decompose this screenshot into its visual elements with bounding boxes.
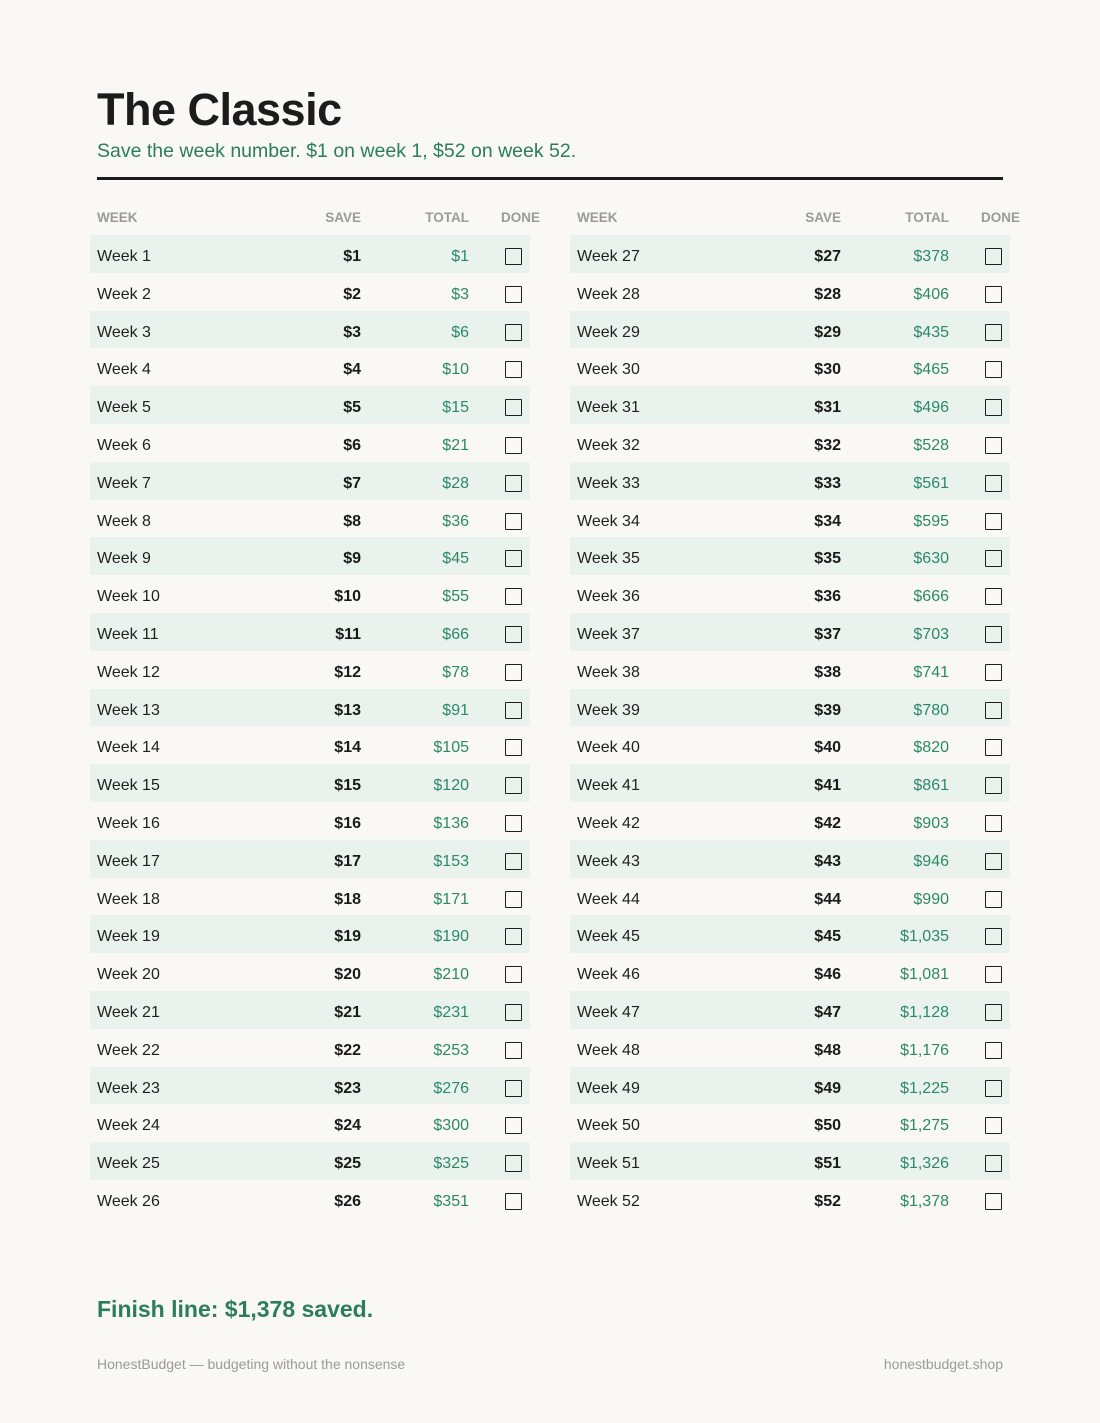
table-row — [90, 575, 530, 613]
column-header-save: SAVE — [325, 210, 361, 225]
week-cell: Week 37 — [577, 625, 640, 643]
done-checkbox[interactable] — [505, 1155, 522, 1172]
running-total-cell: $630 — [913, 550, 949, 568]
table-row — [90, 1180, 530, 1218]
week-cell: Week 48 — [577, 1041, 640, 1059]
save-amount-cell: $4 — [343, 361, 361, 379]
column-header-done: DONE — [981, 210, 1021, 225]
table-row — [570, 1067, 1010, 1105]
week-cell: Week 17 — [97, 852, 160, 870]
running-total-cell: $55 — [442, 588, 469, 606]
running-total-cell: $36 — [442, 512, 469, 530]
week-cell: Week 31 — [577, 399, 640, 417]
done-checkbox[interactable] — [505, 702, 522, 719]
done-checkbox[interactable] — [985, 777, 1002, 794]
save-amount-cell: $52 — [814, 1192, 841, 1210]
done-checkbox[interactable] — [505, 475, 522, 492]
table-row — [570, 840, 1010, 878]
table-row — [90, 348, 530, 386]
save-amount-cell: $5 — [343, 399, 361, 417]
done-checkbox[interactable] — [985, 1080, 1002, 1097]
save-amount-cell: $47 — [814, 1003, 841, 1021]
week-cell: Week 13 — [97, 701, 160, 719]
column-header-total: TOTAL — [905, 210, 949, 225]
done-checkbox[interactable] — [985, 626, 1002, 643]
save-amount-cell: $51 — [814, 1155, 841, 1173]
save-amount-cell: $41 — [814, 777, 841, 795]
done-checkbox[interactable] — [985, 1042, 1002, 1059]
week-cell: Week 20 — [97, 966, 160, 984]
save-amount-cell: $30 — [814, 361, 841, 379]
running-total-cell: $21 — [442, 436, 469, 454]
week-cell: Week 9 — [97, 550, 151, 568]
done-checkbox[interactable] — [505, 664, 522, 681]
running-total-cell: $276 — [433, 1079, 469, 1097]
table-row — [570, 1180, 1010, 1218]
save-amount-cell: $48 — [814, 1041, 841, 1059]
save-amount-cell: $39 — [814, 701, 841, 719]
running-total-cell: $666 — [913, 588, 949, 606]
table-row — [570, 462, 1010, 500]
done-checkbox[interactable] — [505, 739, 522, 756]
running-total-cell: $136 — [433, 814, 469, 832]
running-total-cell: $66 — [442, 625, 469, 643]
running-total-cell: $190 — [433, 928, 469, 946]
running-total-cell: $465 — [913, 361, 949, 379]
save-amount-cell: $10 — [334, 588, 361, 606]
done-checkbox[interactable] — [985, 1117, 1002, 1134]
week-cell: Week 26 — [97, 1192, 160, 1210]
running-total-cell: $28 — [442, 474, 469, 492]
done-checkbox[interactable] — [985, 928, 1002, 945]
save-amount-cell: $35 — [814, 550, 841, 568]
table-row — [570, 235, 1010, 273]
table-row — [90, 915, 530, 953]
week-cell: Week 29 — [577, 323, 640, 341]
week-cell: Week 44 — [577, 890, 640, 908]
table-row — [570, 1029, 1010, 1067]
done-checkbox[interactable] — [505, 248, 522, 265]
running-total-cell: $1,128 — [900, 1003, 949, 1021]
save-amount-cell: $8 — [343, 512, 361, 530]
table-row — [90, 1029, 530, 1067]
table-row — [90, 273, 530, 311]
table-row — [570, 953, 1010, 991]
running-total-cell: $595 — [913, 512, 949, 530]
week-cell: Week 28 — [577, 285, 640, 303]
done-checkbox[interactable] — [985, 853, 1002, 870]
table-row — [570, 878, 1010, 916]
done-checkbox[interactable] — [505, 1042, 522, 1059]
week-cell: Week 7 — [97, 474, 151, 492]
running-total-cell: $741 — [913, 663, 949, 681]
table-row — [570, 1142, 1010, 1180]
save-amount-cell: $37 — [814, 625, 841, 643]
running-total-cell: $820 — [913, 739, 949, 757]
table-row — [90, 1067, 530, 1105]
table-row — [570, 764, 1010, 802]
done-checkbox[interactable] — [985, 248, 1002, 265]
running-total-cell: $153 — [433, 852, 469, 870]
table-header — [570, 204, 1021, 235]
week-cell: Week 51 — [577, 1155, 640, 1173]
table-row — [90, 386, 530, 424]
running-total-cell: $15 — [442, 399, 469, 417]
done-checkbox[interactable] — [985, 399, 1002, 416]
save-amount-cell: $42 — [814, 814, 841, 832]
table-row — [570, 651, 1010, 689]
column-header-done: DONE — [501, 210, 541, 225]
running-total-cell: $946 — [913, 852, 949, 870]
week-cell: Week 40 — [577, 739, 640, 757]
save-amount-cell: $49 — [814, 1079, 841, 1097]
done-checkbox[interactable] — [505, 626, 522, 643]
table-row — [90, 878, 530, 916]
save-amount-cell: $36 — [814, 588, 841, 606]
save-amount-cell: $12 — [334, 663, 361, 681]
save-amount-cell: $26 — [334, 1192, 361, 1210]
done-checkbox[interactable] — [505, 588, 522, 605]
table-row — [90, 500, 530, 538]
week-cell: Week 18 — [97, 890, 160, 908]
table-row — [570, 689, 1010, 727]
savings-table-left — [90, 204, 541, 1218]
running-total-cell: $990 — [913, 890, 949, 908]
week-cell: Week 46 — [577, 966, 640, 984]
save-amount-cell: $44 — [814, 890, 841, 908]
save-amount-cell: $2 — [343, 285, 361, 303]
week-cell: Week 30 — [577, 361, 640, 379]
save-amount-cell: $40 — [814, 739, 841, 757]
done-checkbox[interactable] — [505, 1080, 522, 1097]
table-header — [90, 204, 541, 235]
save-amount-cell: $32 — [814, 436, 841, 454]
column-header-save: SAVE — [805, 210, 841, 225]
table-row — [90, 462, 530, 500]
save-amount-cell: $38 — [814, 663, 841, 681]
table-body — [570, 235, 1010, 1218]
table-row — [90, 424, 530, 462]
week-cell: Week 5 — [97, 399, 151, 417]
save-amount-cell: $27 — [814, 248, 841, 265]
done-checkbox[interactable] — [505, 777, 522, 794]
column-header-week: WEEK — [577, 210, 618, 225]
running-total-cell: $780 — [913, 701, 949, 719]
title-divider — [97, 177, 1003, 180]
week-cell: Week 10 — [97, 588, 160, 606]
week-cell: Week 4 — [97, 361, 151, 379]
done-checkbox[interactable] — [505, 361, 522, 378]
week-cell: Week 8 — [97, 512, 151, 530]
week-cell: Week 24 — [97, 1117, 160, 1135]
table-row — [570, 273, 1010, 311]
save-amount-cell: $29 — [814, 323, 841, 341]
done-checkbox[interactable] — [505, 324, 522, 341]
week-cell: Week 33 — [577, 474, 640, 492]
week-cell: Week 42 — [577, 814, 640, 832]
done-checkbox[interactable] — [985, 437, 1002, 454]
table-row — [570, 386, 1010, 424]
save-amount-cell: $31 — [814, 399, 841, 417]
done-checkbox[interactable] — [985, 550, 1002, 567]
done-checkbox[interactable] — [505, 1193, 522, 1210]
save-amount-cell: $43 — [814, 852, 841, 870]
running-total-cell: $300 — [433, 1117, 469, 1135]
running-total-cell: $120 — [433, 777, 469, 795]
running-total-cell: $1,378 — [900, 1192, 949, 1210]
page-subtitle: Save the week number. $1 on week 1, $52 on week 52. — [97, 140, 577, 162]
week-cell: Week 39 — [577, 701, 640, 719]
column-header-week: WEEK — [97, 210, 138, 225]
done-checkbox[interactable] — [985, 702, 1002, 719]
save-amount-cell: $17 — [334, 852, 361, 870]
running-total-cell: $528 — [913, 436, 949, 454]
save-amount-cell: $23 — [334, 1079, 361, 1097]
week-cell: Week 2 — [97, 285, 151, 303]
save-amount-cell: $15 — [334, 777, 361, 795]
week-cell: Week 47 — [577, 1003, 640, 1021]
week-cell: Week 15 — [97, 777, 160, 795]
save-amount-cell: $9 — [343, 550, 361, 568]
save-amount-cell: $28 — [814, 285, 841, 303]
table-row — [90, 1142, 530, 1180]
save-amount-cell: $50 — [814, 1117, 841, 1135]
done-checkbox[interactable] — [505, 399, 522, 416]
running-total-cell: $1,176 — [900, 1041, 949, 1059]
savings-table-right — [570, 204, 1021, 1218]
done-checkbox[interactable] — [985, 361, 1002, 378]
week-cell: Week 43 — [577, 852, 640, 870]
table-row — [90, 726, 530, 764]
done-checkbox[interactable] — [505, 550, 522, 567]
save-amount-cell: $13 — [334, 701, 361, 719]
done-checkbox[interactable] — [505, 1004, 522, 1021]
table-row — [570, 537, 1010, 575]
running-total-cell: $861 — [913, 777, 949, 795]
save-amount-cell: $7 — [343, 474, 361, 492]
save-amount-cell: $25 — [334, 1155, 361, 1173]
done-checkbox[interactable] — [985, 588, 1002, 605]
footer-site: honestbudget.shop — [883, 1356, 1003, 1372]
running-total-cell: $210 — [433, 966, 469, 984]
save-amount-cell: $24 — [334, 1117, 361, 1135]
running-total-cell: $496 — [913, 399, 949, 417]
save-amount-cell: $45 — [814, 928, 841, 946]
week-cell: Week 52 — [577, 1192, 640, 1210]
running-total-cell: $1,081 — [900, 966, 949, 984]
save-amount-cell: $22 — [334, 1041, 361, 1059]
week-cell: Week 38 — [577, 663, 640, 681]
save-amount-cell: $16 — [334, 814, 361, 832]
done-checkbox[interactable] — [505, 286, 522, 303]
column-header-total: TOTAL — [425, 210, 469, 225]
running-total-cell: $10 — [442, 361, 469, 379]
running-total-cell: $91 — [442, 701, 469, 719]
table-row — [570, 311, 1010, 349]
save-amount-cell: $21 — [334, 1003, 361, 1021]
table-row — [90, 953, 530, 991]
done-checkbox[interactable] — [505, 891, 522, 908]
running-total-cell: $1 — [451, 248, 469, 265]
page-title: The Classic — [97, 84, 342, 135]
done-checkbox[interactable] — [985, 1004, 1002, 1021]
table-row — [570, 424, 1010, 462]
running-total-cell: $105 — [433, 739, 469, 757]
table-row — [90, 689, 530, 727]
week-cell: Week 21 — [97, 1003, 160, 1021]
running-total-cell: $1,326 — [900, 1155, 949, 1173]
week-cell: Week 14 — [97, 739, 160, 757]
save-amount-cell: $46 — [814, 966, 841, 984]
running-total-cell: $435 — [913, 323, 949, 341]
running-total-cell: $171 — [433, 890, 469, 908]
save-amount-cell: $3 — [343, 323, 361, 341]
week-cell: Week 32 — [577, 436, 640, 454]
done-checkbox[interactable] — [505, 815, 522, 832]
running-total-cell: $1,275 — [900, 1117, 949, 1135]
week-cell: Week 41 — [577, 777, 640, 795]
save-amount-cell: $19 — [334, 928, 361, 946]
table-row — [570, 575, 1010, 613]
done-checkbox[interactable] — [505, 966, 522, 983]
table-row — [90, 537, 530, 575]
table-row — [90, 802, 530, 840]
done-checkbox[interactable] — [505, 513, 522, 530]
done-checkbox[interactable] — [985, 475, 1002, 492]
week-cell: Week 34 — [577, 512, 640, 530]
done-checkbox[interactable] — [985, 966, 1002, 983]
week-cell: Week 35 — [577, 550, 640, 568]
table-row — [90, 764, 530, 802]
week-cell: Week 22 — [97, 1041, 160, 1059]
running-total-cell: $351 — [433, 1192, 469, 1210]
save-amount-cell: $6 — [343, 436, 361, 454]
week-cell: Week 25 — [97, 1155, 160, 1173]
save-amount-cell: $33 — [814, 474, 841, 492]
running-total-cell: $903 — [913, 814, 949, 832]
table-row — [570, 1104, 1010, 1142]
running-total-cell: $561 — [913, 474, 949, 492]
week-cell: Week 49 — [577, 1079, 640, 1097]
running-total-cell: $325 — [433, 1155, 469, 1173]
done-checkbox[interactable] — [985, 1155, 1002, 1172]
done-checkbox[interactable] — [985, 891, 1002, 908]
save-amount-cell: $34 — [814, 512, 841, 530]
week-cell: Week 45 — [577, 928, 640, 946]
table-row — [570, 915, 1010, 953]
table-row — [570, 500, 1010, 538]
running-total-cell: $406 — [913, 285, 949, 303]
done-checkbox[interactable] — [985, 324, 1002, 341]
running-total-cell: $703 — [913, 625, 949, 643]
done-checkbox[interactable] — [985, 815, 1002, 832]
save-amount-cell: $14 — [334, 739, 361, 757]
week-cell: Week 12 — [97, 663, 160, 681]
week-cell: Week 19 — [97, 928, 160, 946]
done-checkbox[interactable] — [985, 739, 1002, 756]
table-row — [90, 235, 530, 273]
done-checkbox[interactable] — [985, 513, 1002, 530]
done-checkbox[interactable] — [985, 286, 1002, 303]
running-total-cell: $231 — [433, 1003, 469, 1021]
table-row — [570, 991, 1010, 1029]
save-amount-cell: $20 — [334, 966, 361, 984]
footer-brand: HonestBudget — budgeting without the nonsense — [97, 1356, 406, 1372]
week-cell: Week 27 — [577, 248, 640, 265]
save-amount-cell: $11 — [335, 625, 361, 643]
running-total-cell: $378 — [913, 248, 949, 265]
week-cell: Week 23 — [97, 1079, 160, 1097]
running-total-cell: $45 — [442, 550, 469, 568]
finish-line-summary: Finish line: $1,378 saved. — [97, 1296, 374, 1322]
week-cell: Week 3 — [97, 323, 151, 341]
table-row — [570, 348, 1010, 386]
table-row — [90, 840, 530, 878]
done-checkbox[interactable] — [505, 437, 522, 454]
table-row — [570, 613, 1010, 651]
done-checkbox[interactable] — [985, 1193, 1002, 1210]
week-cell: Week 6 — [97, 436, 151, 454]
done-checkbox[interactable] — [505, 928, 522, 945]
save-amount-cell: $18 — [334, 890, 361, 908]
table-row — [90, 651, 530, 689]
done-checkbox[interactable] — [505, 1117, 522, 1134]
week-cell: Week 11 — [97, 625, 159, 643]
running-total-cell: $1,225 — [900, 1079, 949, 1097]
running-total-cell: $253 — [433, 1041, 469, 1059]
table-row — [90, 613, 530, 651]
table-row — [90, 311, 530, 349]
save-amount-cell: $1 — [343, 248, 361, 265]
done-checkbox[interactable] — [985, 664, 1002, 681]
running-total-cell: $6 — [451, 323, 469, 341]
table-row — [570, 802, 1010, 840]
week-cell: Week 36 — [577, 588, 640, 606]
table-row — [90, 991, 530, 1029]
running-total-cell: $78 — [442, 663, 469, 681]
table-row — [570, 726, 1010, 764]
running-total-cell: $3 — [451, 285, 469, 303]
running-total-cell: $1,035 — [900, 928, 949, 946]
week-cell: Week 50 — [577, 1117, 640, 1135]
week-cell: Week 16 — [97, 814, 160, 832]
table-body — [90, 235, 530, 1218]
week-cell: Week 1 — [97, 248, 151, 265]
table-row — [90, 1104, 530, 1142]
done-checkbox[interactable] — [505, 853, 522, 870]
